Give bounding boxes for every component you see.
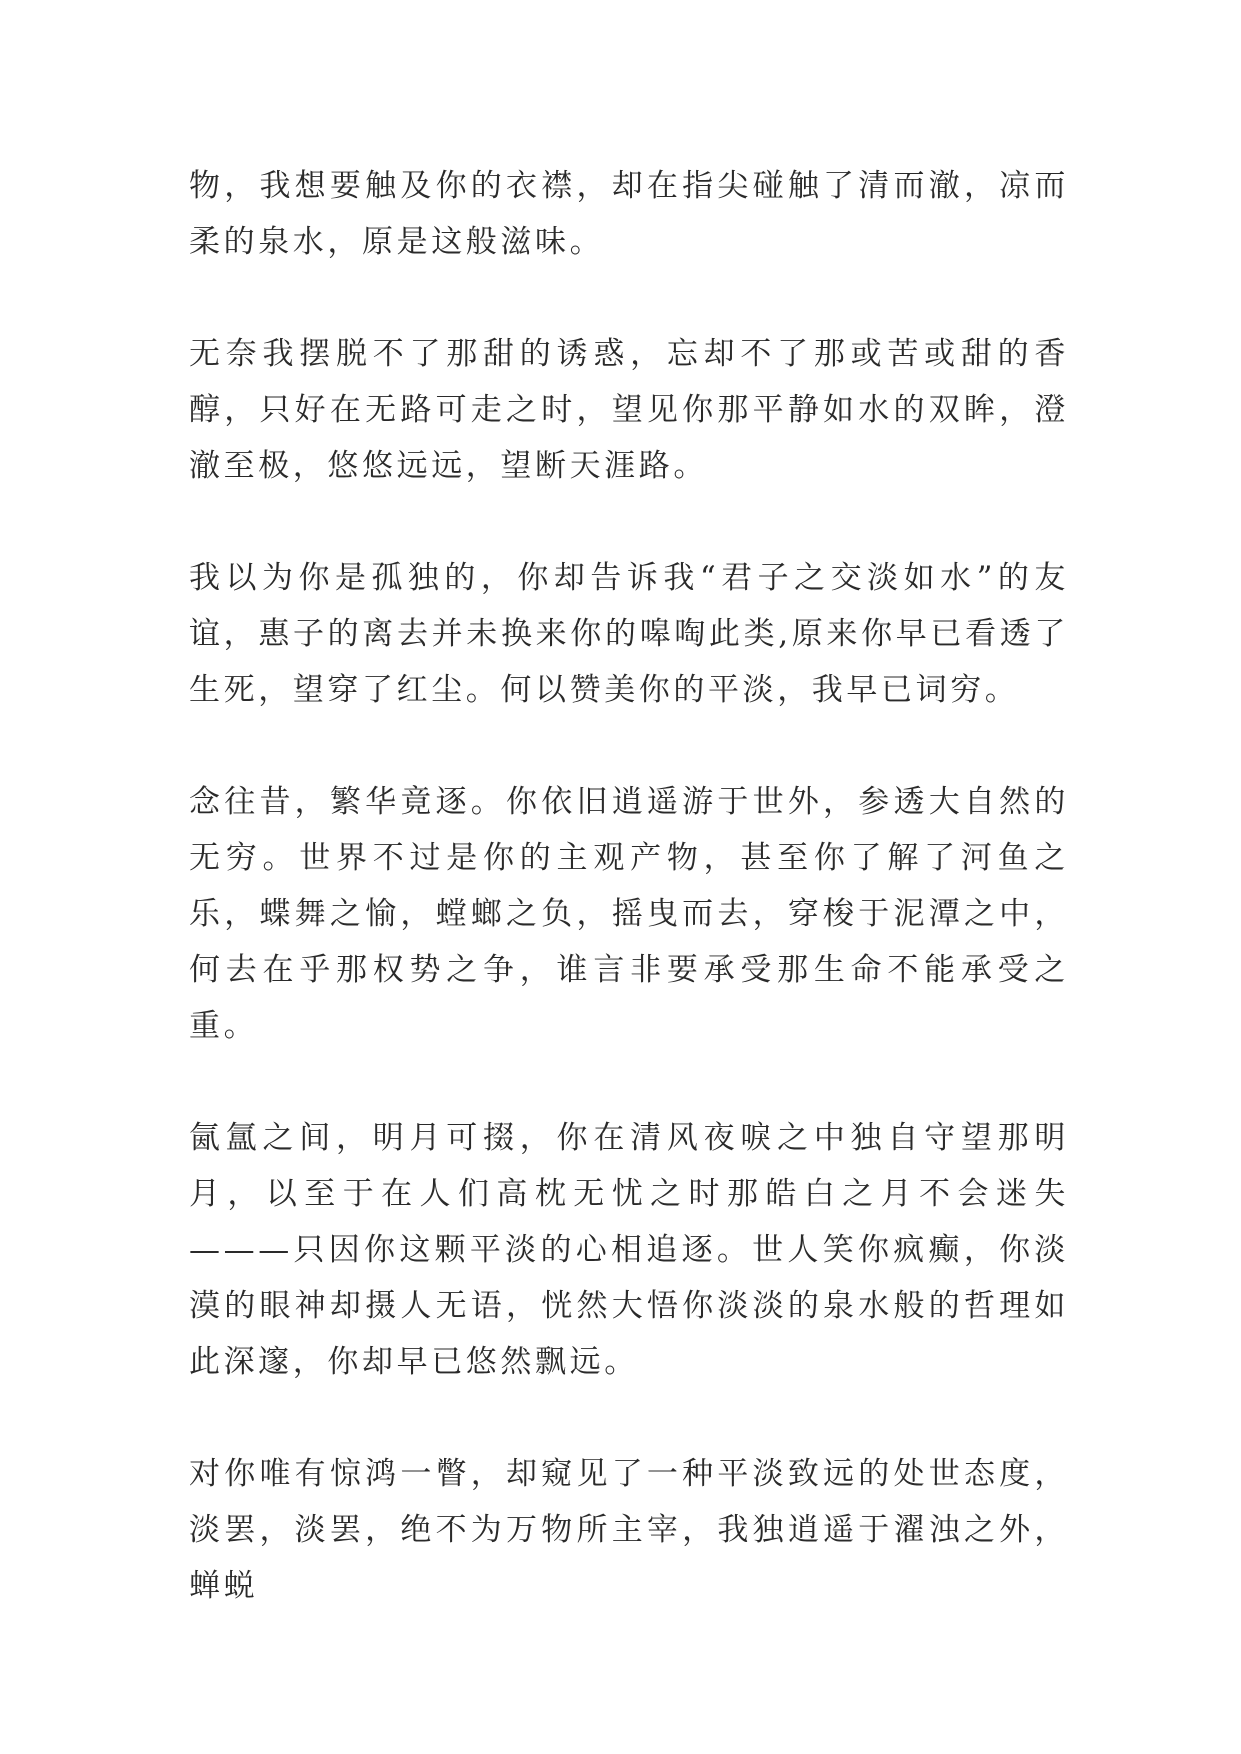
paragraph: 物，我想要触及你的衣襟，却在指尖碰触了清而澈，凉而柔的泉水，原是这般滋味。 bbox=[189, 168, 1069, 260]
paragraph: 念往昔，繁华竟逐。你依旧逍遥游于世外，参透大自然的无穷。世界不过是你的主观产物，甚至你了解了河鱼之乐，蝶舞之愉，螳螂之负，摇曳而去，穿梭于泥潭之中，何去在乎那权势之争，谁言非要承受那生命不能承受之重。 bbox=[189, 784, 1069, 1044]
paragraph: 氤氲之间，明月可掇，你在清风夜唳之中独自守望那明月，以至于在人们高枕无忧之时那皓白之月不会迷失———只因你这颗平淡的心相追逐。世人笑你疯癫，你淡漠的眼神却摄人无语，恍然大悟你淡淡的泉水般的哲理如此深邃，你却早已悠然飘远。 bbox=[189, 1120, 1069, 1380]
paragraph: 无奈我摆脱不了那甜的诱惑，忘却不了那或苦或甜的香醇，只好在无路可走之时，望见你那平静如水的双眸，澄澈至极，悠悠远远，望断天涯路。 bbox=[189, 336, 1069, 484]
paragraph: 对你唯有惊鸿一瞥，却窥见了一种平淡致远的处世态度，淡罢，淡罢，绝不为万物所主宰，我独逍遥于濯浊之外，蝉蜕 bbox=[189, 1456, 1069, 1604]
document-body bbox=[189, 158, 1069, 1670]
paragraph: 我以为你是孤独的，你却告诉我“君子之交淡如水”的友谊，惠子的离去并未换来你的嗥啕此类,原来你早已看透了生死，望穿了红尘。何以赞美你的平淡，我早已词穷。 bbox=[189, 560, 1069, 708]
